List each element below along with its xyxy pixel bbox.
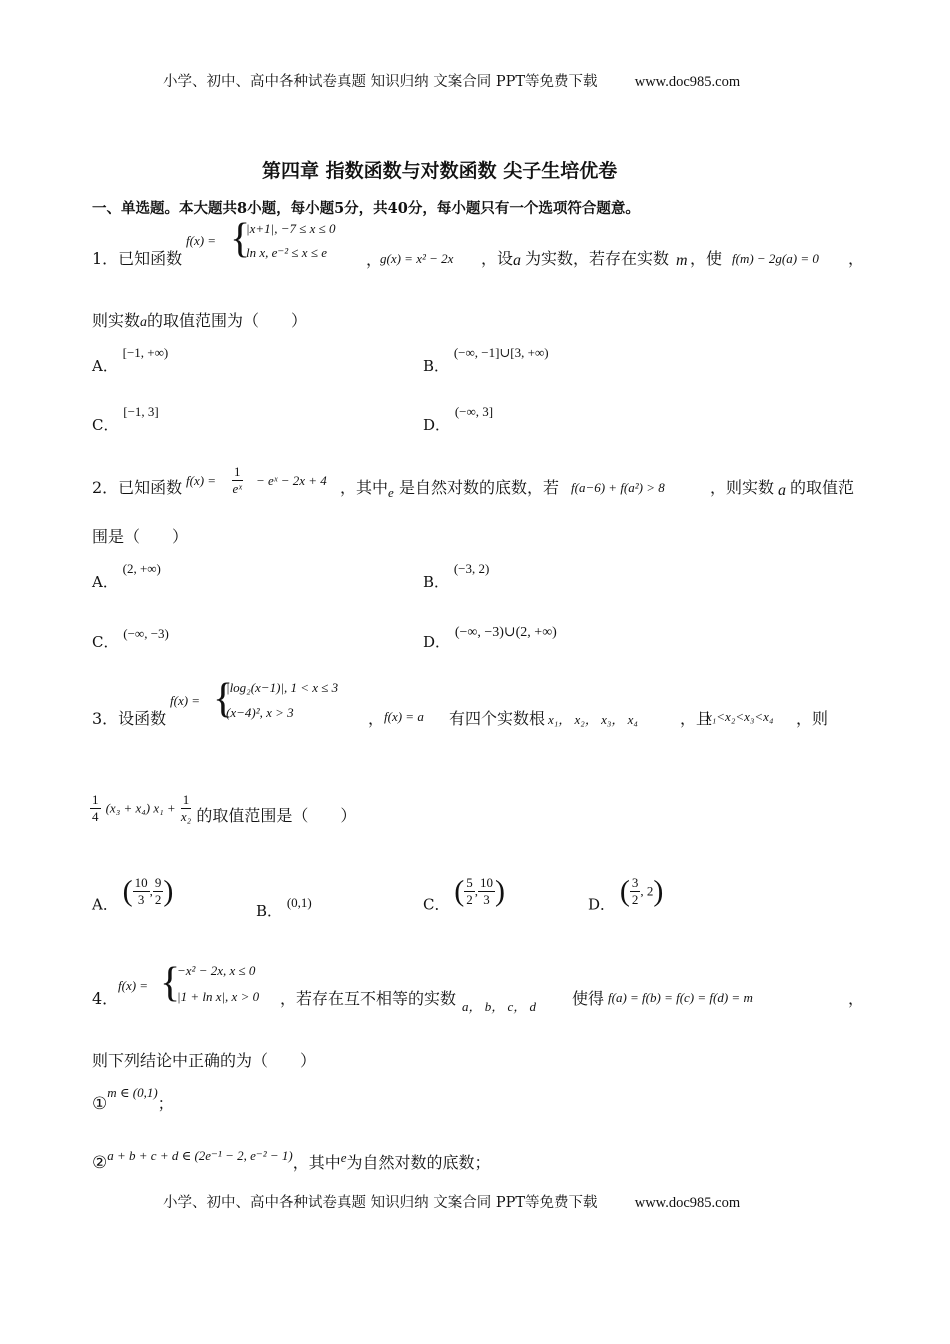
q1-condition: f(m) − 2g(a) = 0 — [732, 251, 819, 266]
q2-option-b[interactable] — [423, 561, 490, 592]
q3-equation: f(x) = a — [384, 709, 424, 724]
q1-option-a[interactable] — [92, 345, 169, 376]
option-value: (−∞, −3) — [123, 626, 169, 641]
q2-var-a: a — [778, 482, 786, 499]
page-title: 第四章 指数函数与对数函数 尖子生培优卷 — [262, 160, 618, 182]
footer-site[interactable]: www.doc985.com — [634, 1195, 741, 1211]
q2-frac-num: 1 — [234, 464, 241, 479]
option-value: (0,1) — [286, 895, 312, 910]
option-paren-close: ) — [495, 874, 506, 908]
q3-roots: x₁， x₂， x₃， x₄ — [548, 712, 638, 727]
q1-line2-a: 则实数 — [92, 311, 141, 330]
q4-fx: f(x) = — [118, 978, 149, 993]
q3-option-b[interactable] — [256, 895, 312, 921]
option-frac-den: 2 — [154, 892, 162, 907]
q3-expr-den1: 4 — [92, 809, 99, 824]
q3-order: x₁<x₂<x₃<x₄ — [706, 709, 774, 724]
option-label: D． — [423, 416, 451, 434]
option-paren-open: ( — [619, 874, 630, 908]
q3-option-d[interactable] — [588, 875, 663, 915]
q1-case1: |x+1|, −7 ≤ x ≤ 0 — [246, 221, 336, 236]
option-frac-den: 2 — [466, 892, 473, 907]
statement-math: a + b + c + d ∈ (2e⁻¹ − 2, e⁻² − 1) — [107, 1148, 293, 1163]
q1-fx: f(x) = — [186, 233, 217, 248]
q4-statement-1 — [92, 1085, 174, 1114]
q1-option-d[interactable] — [423, 404, 494, 435]
statement-marker: ① — [92, 1094, 108, 1114]
q2-fraction — [232, 464, 243, 497]
q1-text-2: 为实数，若存在实数 — [525, 249, 670, 268]
option-label: B． — [423, 573, 450, 591]
q1-option-b[interactable] — [423, 345, 549, 376]
option-frac-num: 3 — [631, 875, 639, 890]
q1-text-1: ，设 — [481, 249, 514, 268]
option-frac-num: 10 — [480, 875, 494, 890]
q4-vars: a， b， c， d — [462, 999, 537, 1014]
q3-fx: f(x) = — [170, 693, 201, 708]
statement-math: m ∈ (0,1) — [107, 1085, 158, 1100]
q3-text-4: ，则 — [796, 709, 829, 728]
q1-var-m: m — [676, 252, 688, 269]
q3-expr-num2: 1 — [182, 792, 190, 807]
q3-case2: (x−4)², x > 3 — [226, 705, 294, 720]
q2-option-d[interactable] — [423, 625, 557, 652]
q3-expression — [90, 792, 356, 826]
q1-var-a: a — [513, 252, 521, 269]
header-site[interactable]: www.doc985.com — [634, 74, 741, 90]
q2-var-e: e — [388, 485, 394, 500]
option-label: A． — [92, 573, 118, 591]
option-label: D． — [423, 633, 451, 651]
q3-option-c[interactable]: C． ( $\frac{5}{2}$ , $\frac{10}{3}$ ) — [423, 874, 506, 914]
option-paren-open: ( — [454, 874, 465, 908]
q1-brace: { — [230, 216, 251, 262]
option-label: C． — [92, 633, 119, 651]
option-frac-den: 2 — [631, 892, 639, 907]
statement-var-e: e — [340, 1150, 347, 1165]
option-paren-open: ( — [122, 874, 133, 908]
q2-fx-rest: − eˣ − 2x + 4 — [256, 473, 327, 488]
statement-marker: ② — [92, 1153, 108, 1173]
option-value: [−1, 3] — [123, 404, 159, 419]
option-paren-close: ) — [163, 874, 174, 908]
option-label: D． — [588, 895, 616, 914]
q4-text-1: ，若存在互不相等的实数 — [280, 989, 457, 1008]
page-header — [163, 70, 740, 91]
option-frac-num: 5 — [466, 875, 473, 890]
q2-number: 2．已知函数 — [92, 478, 183, 497]
q3-option-a[interactable]: A． ( $\frac{10}{3}$ , $\frac{9}{2}$ ) — [92, 874, 174, 914]
q1-text-3: ，使 — [690, 249, 723, 268]
q3-expr-num1: 1 — [92, 792, 99, 807]
q2-text-1: ，其中 — [340, 478, 389, 497]
footer-text: 小学、初中、高中各种试卷真题 知识归纳 文案合同 PPT等免费下载 — [163, 1195, 598, 1211]
q2-text-2: 是自然对数的底数，若 — [399, 478, 560, 497]
q4-condition: f(a) = f(b) = f(c) = f(d) = m — [608, 990, 753, 1005]
q1-number: 1．已知函数 — [92, 249, 183, 268]
option-value: (−∞, −3)∪(2, +∞) — [454, 625, 557, 640]
option-value: (2, +∞) — [122, 561, 161, 576]
q4-statement-2 — [92, 1150, 491, 1173]
q3-expr-tail: 的取值范围是（ ） — [196, 806, 357, 825]
option-label: C． — [423, 895, 450, 914]
q2-text-4: 的取值范 — [790, 478, 855, 497]
q4-case1: −x² − 2x, x ≤ 0 — [177, 963, 256, 978]
option-label: A． — [92, 895, 118, 914]
q3-text-1: ， — [368, 709, 385, 728]
q4-brace: { — [160, 960, 181, 1006]
q3-expr-den2: x₂ — [180, 809, 192, 824]
q1-line2-var: a — [140, 315, 148, 330]
statement-end: 为自然对数的底数； — [346, 1153, 491, 1172]
q2-option-c[interactable] — [92, 626, 169, 652]
option-frac-den: 3 — [483, 892, 490, 907]
q2-line2: 围是（ ） — [92, 527, 189, 546]
q3-text-2: 有四个实数根 — [449, 709, 546, 728]
option-label: B． — [423, 357, 450, 375]
option-frac-num: 9 — [154, 875, 162, 890]
option-frac-den: 3 — [137, 892, 145, 907]
option-label: C． — [92, 416, 119, 434]
q4-number: 4． — [92, 989, 119, 1008]
option-value: (−∞, −1]∪[3, +∞) — [453, 345, 549, 360]
option-paren-close: ) — [653, 874, 664, 908]
option-tail: , 2 — [640, 883, 654, 899]
section-heading: 一、单选题。本大题共8小题，每小题5分，共40分，每小题只有一个选项符合题意。 — [92, 200, 640, 217]
q2-frac-den: eˣ — [232, 481, 242, 496]
q4-line2: 则下列结论中正确的为（ ） — [92, 1051, 317, 1070]
statement-text: ，其中 — [292, 1153, 341, 1172]
q2-option-a[interactable] — [92, 561, 161, 592]
option-value: [−1, +∞) — [122, 345, 169, 360]
q1-text-4: ， — [848, 249, 865, 268]
statement-end: ； — [157, 1094, 174, 1113]
header-text: 小学、初中、高中各种试卷真题 知识归纳 文案合同 PPT等免费下载 — [163, 74, 598, 90]
q3-text-3: ，且 — [680, 709, 713, 728]
q1-option-c[interactable] — [92, 404, 159, 435]
page-footer — [163, 1191, 740, 1212]
q2-fx: f(x) = — [186, 473, 217, 488]
option-value: (−3, 2) — [453, 561, 490, 576]
option-label: B． — [256, 902, 283, 920]
q4-case2: |1 + ln x|, x > 0 — [177, 989, 260, 1004]
q3-number: 3．设函数 — [92, 709, 167, 728]
option-value: (−∞, 3] — [454, 404, 494, 419]
q4-text-3: ， — [848, 989, 865, 1008]
q3-case1: |log₂(x−1)|, 1 < x ≤ 3 — [226, 680, 339, 695]
q2-condition: f(a−6) + f(a²) > 8 — [571, 480, 665, 495]
q1-gx: g(x) = x² − 2x — [380, 251, 454, 266]
q1-case2: ln x, e⁻² ≤ x ≤ e — [246, 245, 327, 260]
q2-text-3: ，则实数 — [710, 478, 775, 497]
q4-text-2: 使得 — [572, 989, 605, 1008]
option-frac-num: 10 — [134, 875, 148, 890]
option-label: A． — [92, 357, 118, 375]
q1-line2 — [92, 308, 307, 331]
q3-brace: { — [213, 676, 234, 722]
q3-expr-mid: (x₃ + x₄) x₁ + — [105, 800, 176, 816]
q1-sep: ， — [366, 250, 383, 269]
q1-line2-b: 的取值范围为（ ） — [147, 311, 308, 330]
